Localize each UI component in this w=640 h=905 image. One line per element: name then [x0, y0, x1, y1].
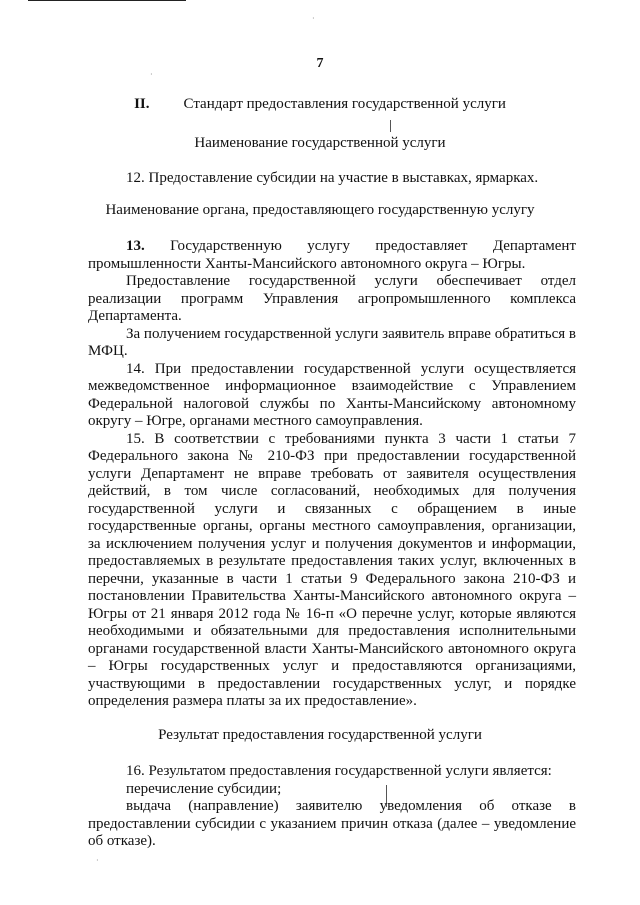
page-number: 7 — [316, 56, 324, 71]
paragraph-13-b: Предоставление государственной услуги обеспечивает отдел реализации программ Управления агропромышленного комплекса Департамента. — [88, 273, 576, 324]
paragraph-12-text: 12. Предоставление субсидии на участие в выставках, ярмарках. — [126, 170, 539, 186]
paragraph-14: 14. При предоставлении государственной услуги осуществляется межведомственное информационное взаимодействие с Управлением Федеральной налоговой службы по Ханты-Мансийскому автономному округу – Югре, органами местного самоуправления. — [88, 360, 576, 429]
scan-speck: · — [312, 14, 315, 23]
paragraph-13-c: За получением государственной услуги заявитель вправе обратиться в МФЦ. — [88, 325, 576, 359]
paragraph-13-number: 13. — [126, 238, 145, 254]
heading-authority: Наименование органа, предоставляющего государственную услугу — [105, 202, 535, 218]
scan-mark — [390, 120, 391, 132]
heading-result: Результат предоставления государственной услуги — [158, 727, 482, 743]
scan-speck: · — [96, 856, 99, 865]
paragraph-16-b: выдача (направление) заявителю уведомления об отказе в предоставлении субсидии с указанием причин отказа (далее – уведомление об отказе). — [88, 798, 576, 849]
body-section-16 — [88, 763, 576, 851]
section-title: Стандарт предоставления государственной услуги — [183, 96, 506, 112]
paragraph-15: 15. В соответствии с требованиями пункта 3 части 1 статьи 7 Федерального закона № 210-ФЗ при предоставлении государственной услуги Департамент не вправе требовать от заявителя осуществления действий, в том числе согласований, необходимых для получения государственной услуги и связанных с обращением в иные государственные органы, органы местного самоуправления, организации, за исключением получения услуг и получения документов и информации, предоставляемых в результате предоставления таких услуг, включенных в перечни, указанные в части 1 статьи 9 Федерального закона 210-ФЗ и постановлении Правительства Ханты-Мансийского автономного округа – Югры от 21 января 2012 года № 16-п «О перечне услуг, которые являются необходимыми и обязательными для предоставления исполнительными органами государственной власти Ханты-Мансийского автономного округа – Югры государственных услуг и предоставляются организациями, участвующими в предоставлении государственных услуг, и порядке определения размера платы за их предоставление». — [88, 430, 576, 709]
paragraph-12 — [88, 170, 576, 188]
section-number: II. — [134, 96, 150, 112]
paragraph-16: 16. Результатом предоставления государственной услуги является: — [126, 763, 552, 779]
scan-speck: · — [150, 70, 153, 79]
section-heading — [0, 96, 640, 113]
paragraph-16-a: перечисление субсидии; — [126, 780, 282, 797]
heading-service-name: Наименование государственной услуги — [194, 135, 446, 151]
paragraph-13-text: Государственную услугу предоставляет Департамент промышленности Ханты-Мансийского автономного округа – Югры. — [88, 238, 577, 272]
top-rule — [28, 0, 186, 1]
paragraph-13 — [88, 238, 576, 273]
body-section-13-15 — [88, 238, 576, 711]
